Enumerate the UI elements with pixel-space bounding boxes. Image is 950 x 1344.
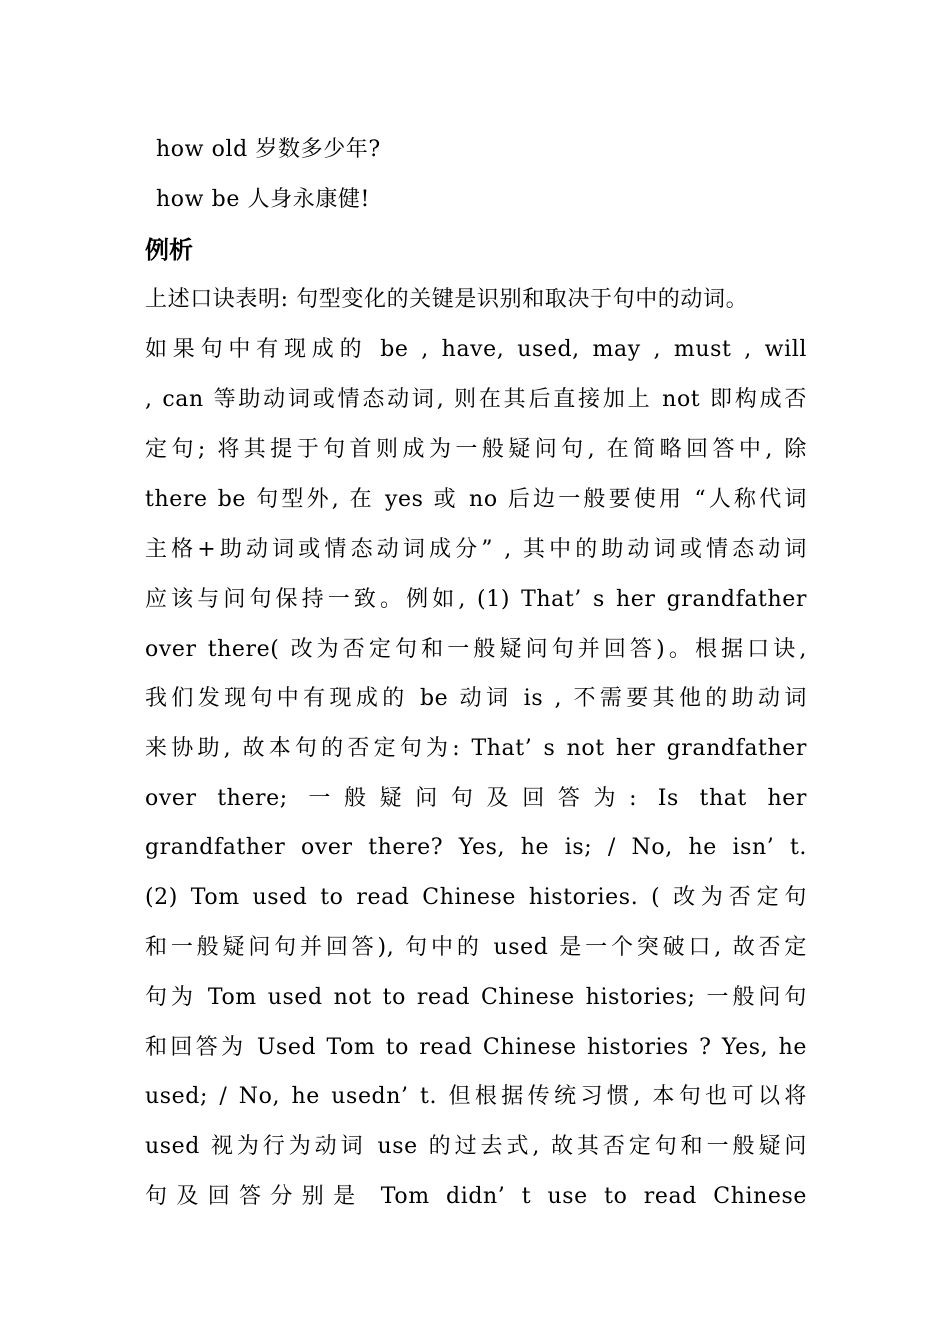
- paragraph-line: 定句; 将其提于句首则成为一般疑问句, 在简略回答中, 除: [145, 437, 807, 462]
- paragraph-line: 主格+助动词或情态动词成分” , 其中的助动词或情态动词: [145, 537, 807, 562]
- paragraph-line: used; / No, he usedn’ t. 但根据传统习惯, 本句也可以将: [145, 1084, 807, 1109]
- paragraph-line: used 视为行为动词 use 的过去式, 故其否定句和一般疑问: [145, 1134, 807, 1159]
- paragraph-line: there be 句型外, 在 yes 或 no 后边一般要使用 “人称代词: [145, 487, 807, 512]
- paragraph-line: 句及回答分别是 Tom didn’ t use to read Chinese: [145, 1184, 807, 1209]
- paragraph-line: over there( 改为否定句和一般疑问句并回答)。根据口诀,: [145, 637, 807, 662]
- paragraph-line: 如果句中有现成的 be , have, used, may , must , will: [145, 337, 807, 362]
- paragraph-line: 来协助, 故本句的否定句为: That’ s not her grandfather: [145, 736, 807, 761]
- paragraph-line: 上述口诀表明: 句型变化的关键是识别和取决于句中的动词。: [145, 287, 749, 312]
- paragraph-line: 和回答为 Used Tom to read Chinese histories ? Yes, he: [145, 1035, 807, 1060]
- rhyme-line-2: how be 人身永康健!: [156, 187, 370, 212]
- paragraph-line: grandfather over there? Yes, he is; / No, he isn’ t.: [145, 835, 807, 860]
- paragraph-line: 应该与问句保持一致。例如, (1) That’ s her grandfather: [145, 587, 807, 612]
- paragraph-line: 句为 Tom used not to read Chinese histories; 一般问句: [145, 985, 807, 1010]
- paragraph-line: , can 等助动词或情态动词, 则在其后直接加上 not 即构成否: [145, 387, 807, 412]
- paragraph-line: 和一般疑问句并回答), 句中的 used 是一个突破口, 故否定: [145, 935, 807, 960]
- section-heading: 例析: [145, 236, 193, 264]
- paragraph-line: 我们发现句中有现成的 be 动词 is , 不需要其他的助动词: [145, 686, 807, 711]
- rhyme-line-1: how old 岁数多少年?: [156, 137, 381, 162]
- paragraph-line: over there; 一般疑问句及回答为: Is that her: [145, 786, 807, 811]
- paragraph-line: (2) Tom used to read Chinese histories. ( 改为否定句: [145, 885, 807, 910]
